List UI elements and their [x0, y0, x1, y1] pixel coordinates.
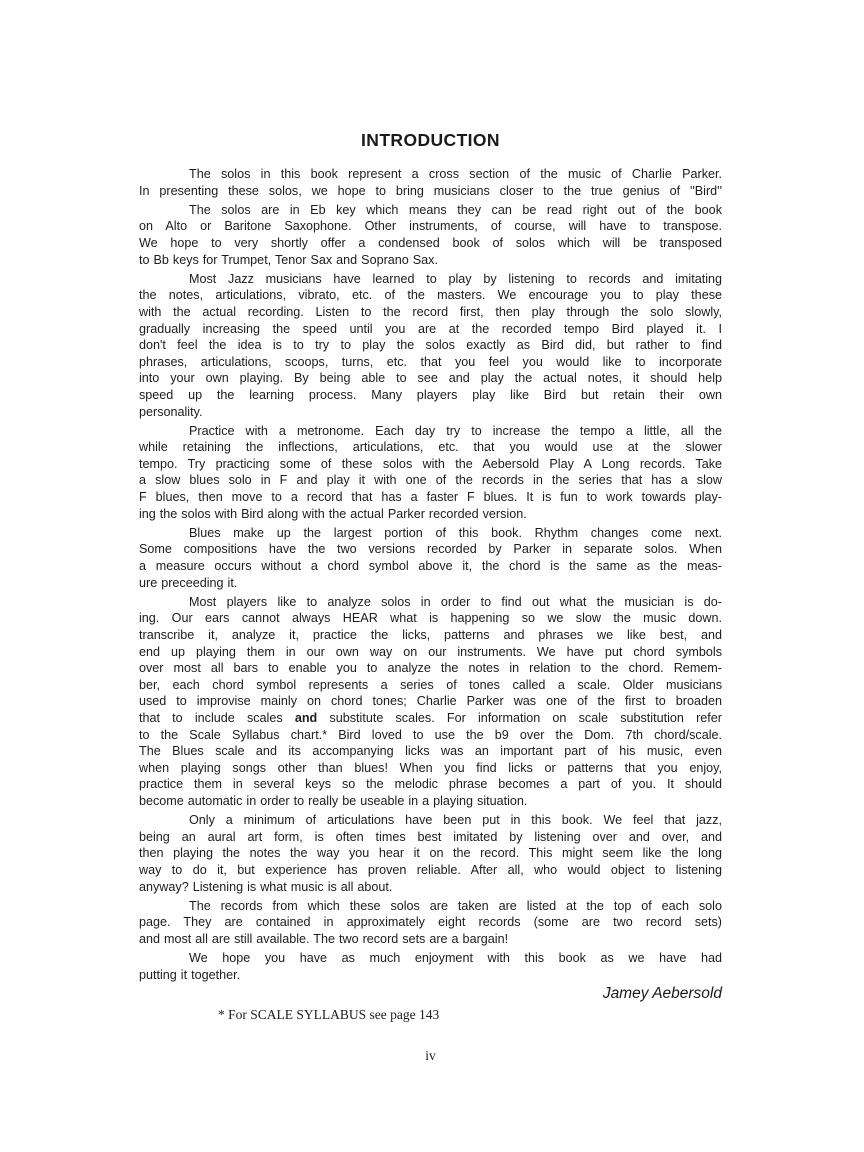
text-line: ure preceeding it. — [139, 575, 238, 590]
paragraph — [139, 898, 722, 948]
text-line: with the actual recording. Listen to the record first, then play through the solo slowly, — [139, 304, 722, 319]
text-line: ing. Our ears cannot always HEAR what is happening so we slow the music down. — [139, 611, 722, 626]
text-line: Most players like to analyze solos in order to find out what the musician is do- — [189, 594, 722, 609]
text-line: transcribe it, analyze it, practice the licks, patterns and phrases we like best, and — [139, 628, 722, 642]
text-line: and most all are still available. The two record sets are a bargain! — [139, 931, 509, 946]
text-line: anyway? Listening is what music is all about. — [139, 879, 393, 894]
text-line: We hope to very shortly offer a condensed book of solos which will be transposed — [139, 235, 722, 250]
paragraphs-container — [139, 166, 722, 983]
text-line: practice them in several keys so the melodic phrase becomes a part of you. It should — [139, 777, 722, 792]
text-column — [139, 166, 722, 1065]
page-number: iv — [425, 1048, 436, 1064]
text-line: Practice with a metronome. Each day try to increase the tempo a little, all the — [189, 423, 722, 438]
text-line: the notes, articulations, vibrato, etc. of the masters. We encourage you to play these — [139, 288, 722, 303]
text-line: a slow blues solo in F and play it with one of the records in the series that has a slow — [139, 473, 722, 488]
footnote: * For SCALE SYLLABUS see page 143 — [218, 1007, 440, 1023]
text-line: way to do it, but experience has proven reliable. After all, who would object to listening — [139, 862, 722, 877]
text-line: F blues, then move to a record that has a faster F blues. It is fun to work towards play- — [139, 490, 722, 505]
text-line: speed up the learning process. Many players play like Bird but retain their own — [139, 387, 722, 402]
text-line: that to include scales and substitute scales. For information on scale substitution refer — [139, 710, 722, 725]
text-line: being an aural art form, is often times best imitated by listening over and over, and — [139, 829, 722, 844]
paragraph — [139, 594, 722, 810]
text-line: page. They are contained in approximately eight records (some are two record sets) — [139, 915, 722, 930]
paragraph — [139, 950, 722, 983]
text-line: phrases, articulations, scoops, turns, etc. that you feel you would like to incorporate — [139, 354, 722, 369]
text-line: then playing the notes the way you hear it on the record. This might seem like the long — [139, 846, 722, 861]
text-line: Most Jazz musicians have learned to play by listening to records and imitating — [189, 271, 722, 286]
text-line: tempo. Try practicing some of these solos with the Aebersold Play A Long records. Take — [139, 456, 722, 471]
text-line: when playing songs other than blues! When you find licks or patterns that you enjoy, — [139, 760, 722, 775]
text-line: become automatic in order to really be useable in a playing situation. — [139, 793, 528, 808]
text-line: The solos are in Eb key which means they can be read right out of the book — [189, 202, 722, 217]
text-line: on Alto or Baritone Saxophone. Other instruments, of course, will have to transpose. — [139, 219, 722, 234]
text-line: to Bb keys for Trumpet, Tenor Sax and Soprano Sax. — [139, 252, 438, 267]
text-line: over most all bars to enable you to analyze the notes in relation to the chord. Remem- — [139, 661, 722, 676]
text-line: We hope you have as much enjoyment with this book as we have had — [189, 951, 722, 966]
paragraph — [139, 812, 722, 895]
text-line: The Blues scale and its accompanying licks was an important part of his music, even — [139, 744, 722, 759]
text-line: In presenting these solos, we hope to bring musicians closer to the true genius of ''Bird'' — [139, 183, 722, 198]
text-line: ing the solos with Bird along with the actual Parker recorded version. — [139, 506, 527, 521]
text-line: Only a minimum of articulations have been put in this book. We feel that jazz, — [189, 813, 722, 828]
text-line: a measure occurs without a chord symbol above it, the chord is the same as the meas- — [139, 559, 722, 574]
text-line: Some compositions have the two versions recorded by Parker in separate solos. When — [139, 542, 722, 557]
paragraph — [139, 202, 722, 268]
text-line: while retaining the inflections, articulations, etc. that you would use at the slower — [139, 440, 722, 455]
text-line: gradually increasing the speed until you are at the recorded tempo Bird played it. I — [139, 321, 722, 336]
paragraph — [139, 525, 722, 591]
text-line: putting it together. — [139, 967, 241, 982]
text-line: The records from which these solos are taken are listed at the top of each solo — [189, 898, 722, 913]
text-line: used to improvise mainly on chord tones; Charlie Parker was one of the first to broaden — [139, 694, 722, 709]
signature: Jamey Aebersold — [602, 985, 722, 1003]
text-line: end up playing them in our own way on our instruments. We have put chord symbols — [139, 644, 722, 659]
text-line: ber, each chord symbol represents a series of tones called a scale. Older musicians — [139, 677, 722, 692]
text-line: Blues make up the largest portion of this book. Rhythm changes come next. — [189, 525, 722, 540]
paragraph — [139, 271, 722, 420]
paragraph — [139, 423, 722, 523]
text-line: The solos in this book represent a cross section of the music of Charlie Parker. — [189, 167, 722, 181]
paragraph — [139, 166, 722, 199]
text-line: to the Scale Syllabus chart.* Bird loved to use the b9 over the Dom. 7th chord/scale. — [139, 727, 722, 742]
text-line: personality. — [139, 404, 203, 419]
text-line: don't feel the idea is to try to play the solos exactly as Bird did, but rather to find — [139, 338, 722, 353]
page-title: INTRODUCTION — [361, 130, 500, 150]
text-line: into your own playing. By being able to see and play the actual notes, it should help — [139, 371, 722, 386]
